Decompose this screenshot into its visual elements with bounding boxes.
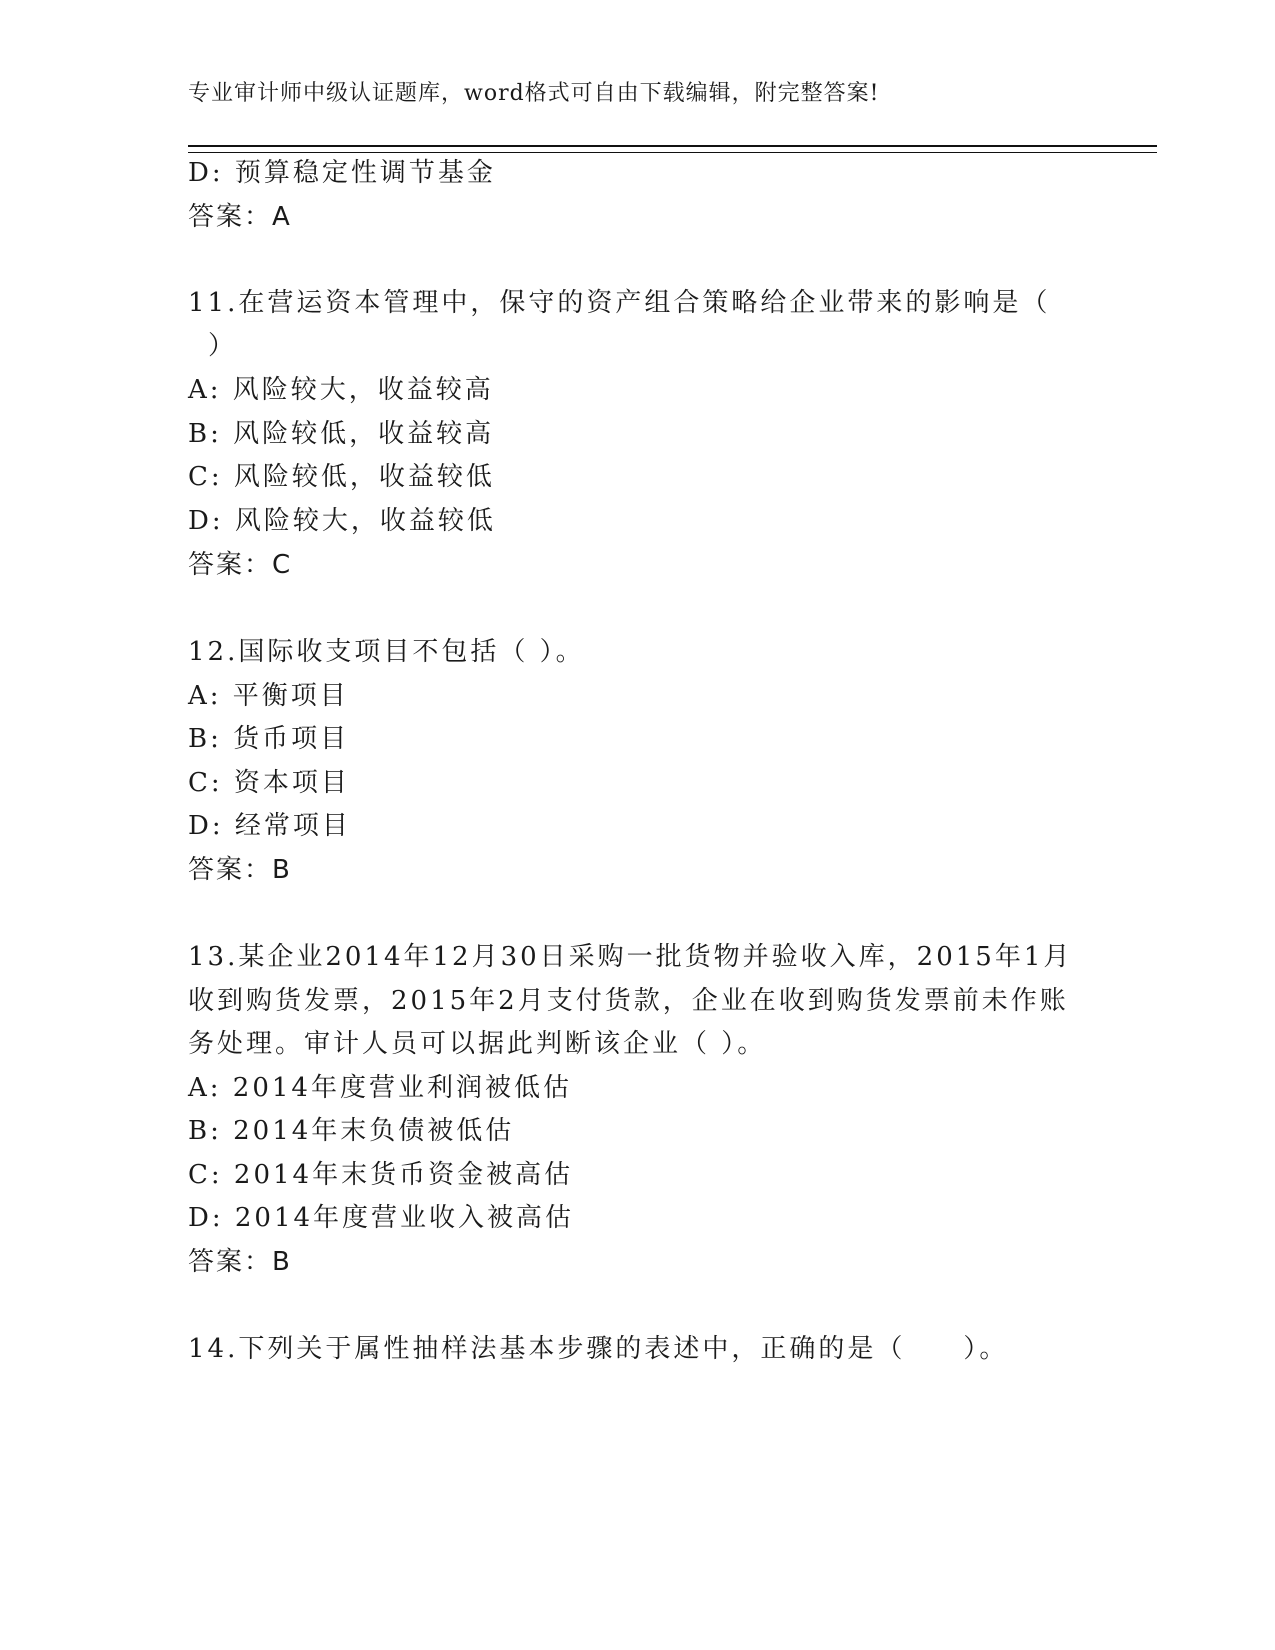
q12-option-a: A: 平衡项目	[188, 681, 349, 711]
q13-question-line1: 13.某企业2014年12月30日采购一批货物并验收入库，2015年1月	[188, 942, 1073, 972]
header-rule-thick	[188, 145, 1157, 147]
q11-question-line1: 11.在营运资本管理中，保守的资产组合策略给企业带来的影响是（	[188, 288, 1051, 318]
q13-answer: 答案：B	[188, 1247, 292, 1277]
q13-question-line3: 务处理。审计人员可以据此判断该企业（ ）。	[188, 1029, 767, 1059]
q13-question-line2: 收到购货发票，2015年2月支付货款，企业在收到购货发票前未作账	[188, 986, 1069, 1016]
q12-answer: 答案：B	[188, 855, 292, 885]
q10-answer: 答案：A	[188, 202, 292, 232]
q12-option-b: B: 货币项目	[188, 724, 350, 754]
q12-option-d: D: 经常项目	[188, 811, 351, 841]
q13-option-b: B: 2014年末负债被低估	[188, 1116, 515, 1146]
q14-question: 14.下列关于属性抽样法基本步骤的表述中，正确的是（ ）。	[188, 1334, 1009, 1364]
q11-option-d: D: 风险较大，收益较低	[188, 506, 496, 536]
q12-question: 12.国际收支项目不包括（ ）。	[188, 637, 585, 667]
q13-option-a: A: 2014年度营业利润被低估	[188, 1073, 572, 1103]
q11-question-line2: ）	[208, 331, 238, 361]
page-header: 专业审计师中级认证题库，word格式可自由下载编辑，附完整答案!	[188, 81, 880, 106]
q12-option-c: C: 资本项目	[188, 768, 350, 798]
q13-option-d: D: 2014年度营业收入被高估	[188, 1203, 575, 1233]
header-rule-thin	[188, 152, 1157, 153]
q11-option-a: A: 风险较大，收益较高	[188, 375, 494, 405]
q11-option-b: B: 风险较低，收益较高	[188, 419, 495, 449]
q13-option-c: C: 2014年末货币资金被高估	[188, 1160, 574, 1190]
q11-answer: 答案：C	[188, 550, 293, 580]
q10-option-d: D: 预算稳定性调节基金	[188, 158, 496, 188]
q11-option-c: C: 风险较低，收益较低	[188, 462, 495, 492]
